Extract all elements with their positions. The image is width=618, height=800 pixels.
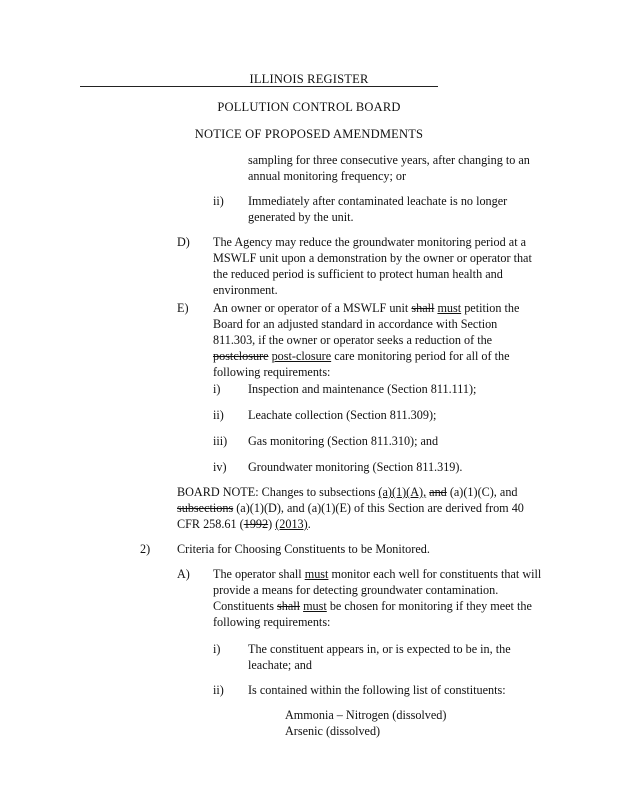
inserted-text: must <box>437 301 462 315</box>
item-number: i) <box>213 642 221 656</box>
list-item-number: iii) <box>213 434 228 448</box>
text-run: CFR 258.61 ( <box>177 517 244 531</box>
text-run: BOARD NOTE: Changes to subsections <box>177 485 379 499</box>
subsection-text: the reduced period is sufficient to protect human health and <box>213 267 503 281</box>
continued-text-line: annual monitoring frequency; or <box>248 169 407 183</box>
subsection-text: MSWLF unit upon a demonstration by the owner or operator that <box>213 251 532 265</box>
subsection-text <box>213 300 519 317</box>
text-run: The operator shall <box>213 567 305 581</box>
subsection-number: D) <box>177 235 190 249</box>
text-run: . <box>307 517 311 531</box>
board-note-line <box>177 500 524 517</box>
list-item-text: Inspection and maintenance (Section 811.111); <box>248 382 477 396</box>
item-text: generated by the unit. <box>248 210 354 224</box>
section-title: Criteria for Choosing Constituents to be Monitored. <box>177 542 430 556</box>
text-run: petition the <box>461 301 520 315</box>
notice-title: NOTICE OF PROPOSED AMENDMENTS <box>194 127 424 141</box>
subsection-number: A) <box>177 567 190 581</box>
item-number: ii) <box>213 683 224 697</box>
text-run: An owner or operator of a MSWLF unit <box>213 301 412 315</box>
text-run: (a)(1)(D), and (a)(1)(E) of this Section are derived from 40 <box>233 501 524 515</box>
subsection-text <box>213 348 510 365</box>
list-item-text: Gas monitoring (Section 811.310); and <box>248 434 439 448</box>
subsection-number: E) <box>177 301 189 315</box>
text-run: care monitoring period for all of the <box>331 349 510 363</box>
subsection-text: The Agency may reduce the groundwater monitoring period at a <box>213 235 527 249</box>
deleted-text: and <box>429 485 447 499</box>
text-run: be chosen for monitoring if they meet the <box>326 599 532 613</box>
inserted-text: must <box>304 567 329 581</box>
subsection-text <box>213 598 532 615</box>
deleted-text: 1992 <box>243 517 269 531</box>
subsection-text: provide a means for detecting groundwater contamination. <box>213 583 499 597</box>
item-text: Immediately after contaminated leachate is no longer <box>248 194 508 208</box>
subsection-text: following requirements: <box>213 365 331 379</box>
inserted-text: post-closure <box>271 349 332 363</box>
text-run: (a)(1)(C), and <box>446 485 518 499</box>
register-title: ILLINOIS REGISTER <box>249 72 369 86</box>
subsection-text: following requirements: <box>213 615 331 629</box>
item-text: Is contained within the following list of constituents: <box>248 683 506 697</box>
list-item-number: iv) <box>213 460 227 474</box>
inserted-text: (2013) <box>275 517 308 531</box>
constituent-item: Arsenic (dissolved) <box>285 724 381 738</box>
inserted-text: must <box>303 599 327 613</box>
constituent-item: Ammonia – Nitrogen (dissolved) <box>285 708 447 722</box>
board-note-line <box>177 484 518 501</box>
text-run: monitor each well for constituents that will <box>328 567 542 581</box>
continued-text-line: sampling for three consecutive years, after changing to an <box>248 153 530 167</box>
board-note-line <box>177 516 311 533</box>
list-item-number: ii) <box>213 408 224 422</box>
list-item-number: i) <box>213 382 221 396</box>
subsection-text: environment. <box>213 283 278 297</box>
section-number: 2) <box>140 542 151 556</box>
deleted-text: shall <box>277 599 301 613</box>
text-run: Constituents <box>213 599 277 613</box>
deleted-text: shall <box>411 301 435 315</box>
list-item-text: Leachate collection (Section 811.309); <box>248 408 437 422</box>
deleted-text: subsections <box>177 501 234 515</box>
text-run: ) <box>268 517 276 531</box>
list-item-text: Groundwater monitoring (Section 811.319). <box>248 460 463 474</box>
subsection-text <box>213 566 541 583</box>
item-number: ii) <box>213 194 224 208</box>
item-text: leachate; and <box>248 658 312 672</box>
item-text: The constituent appears in, or is expected to be in, the <box>248 642 511 656</box>
inserted-text: (a)(1)(A), <box>378 485 427 499</box>
deleted-text: postclosure <box>213 349 269 363</box>
subsection-text: 811.303, if the owner or operator seeks a reduction of the <box>213 333 493 347</box>
subsection-text: Board for an adjusted standard in accordance with Section <box>213 317 498 331</box>
agency-title: POLLUTION CONTROL BOARD <box>217 100 401 114</box>
